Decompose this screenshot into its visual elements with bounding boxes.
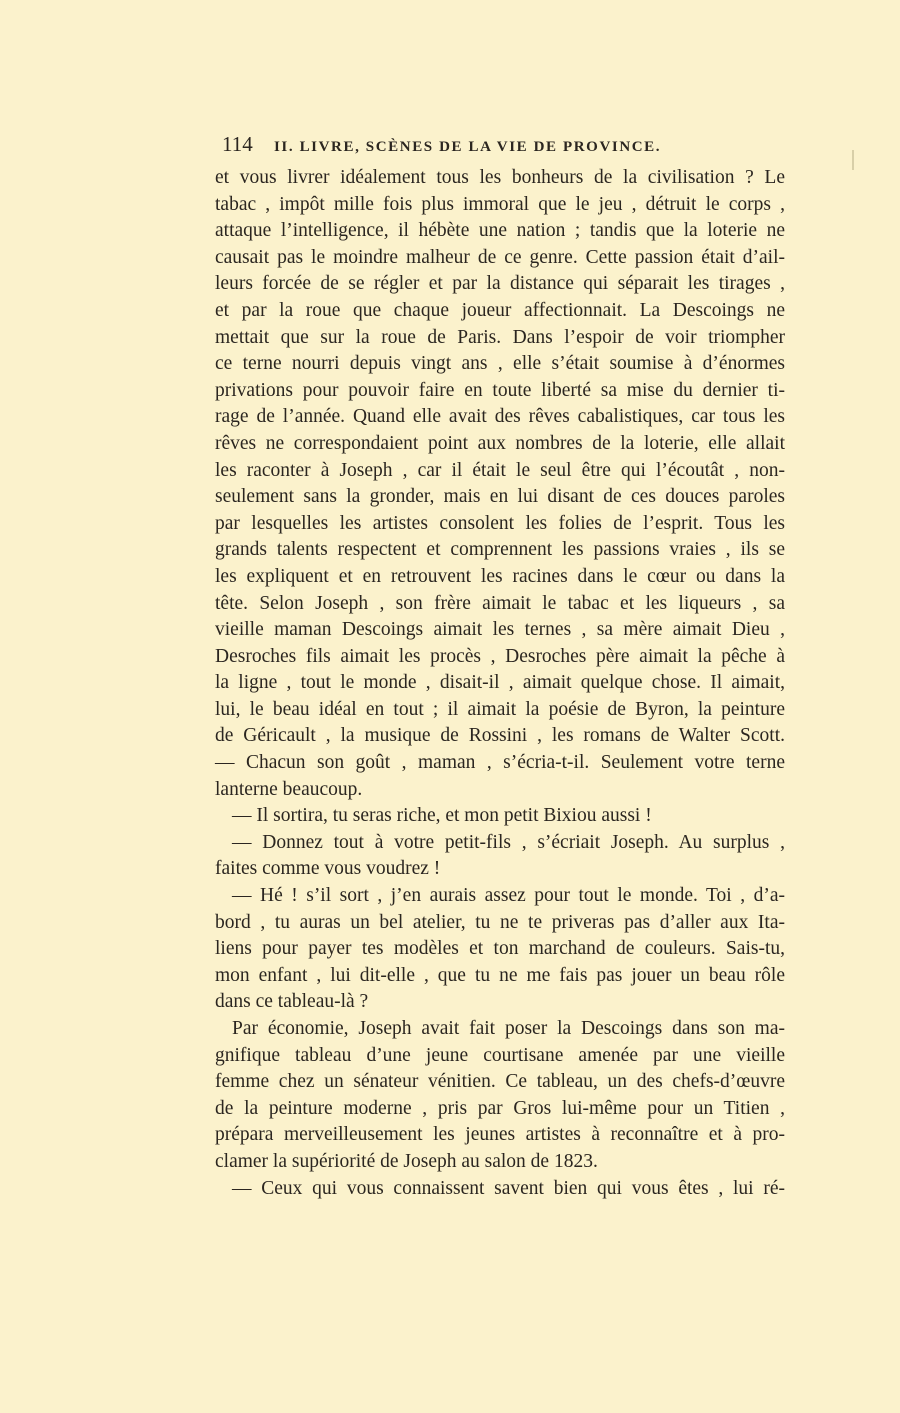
body-text <box>215 165 785 1202</box>
text-line: et par la roue que chaque joueur affectionnait. La Descoings ne <box>215 299 785 321</box>
text-line: grands talents respectent et comprennent les passions vraies , ils se <box>215 539 785 561</box>
text-line: la ligne , tout le monde , disait-il , aimait quelque chose. Il aimait, <box>215 672 785 694</box>
running-header <box>222 132 722 158</box>
text-line: de la peinture moderne , pris par Gros lui-même pour un Titien , <box>215 1097 785 1119</box>
text-line: et vous livrer idéalement tous les bonheurs de la civilisation ? Le <box>215 167 785 188</box>
text-line: liens pour payer tes modèles et ton marchand de couleurs. Sais-tu, <box>215 938 785 960</box>
text-line: Desroches fils aimait les procès , Desroches père aimait la pêche à <box>215 645 785 667</box>
text-line: causait pas le moindre malheur de ce genre. Cette passion était d’ail- <box>215 246 785 268</box>
text-line: vieille maman Descoings aimait les ternes , sa mère aimait Dieu , <box>215 619 785 641</box>
page-number: 114 <box>222 132 253 156</box>
text-line: — Hé ! s’il sort , j’en aurais assez pour tout le monde. Toi , d’a- <box>232 885 785 907</box>
text-line: — Ceux qui vous connaissent savent bien qui vous êtes , lui ré- <box>232 1177 785 1199</box>
text-line: mon enfant , lui dit-elle , que tu ne me fais pas jouer un beau rôle <box>215 964 785 986</box>
text-line: bord , tu auras un bel atelier, tu ne te priveras pas d’aller aux Ita- <box>215 911 785 933</box>
text-line: clamer la supériorité de Joseph au salon de 1823. <box>215 1150 598 1172</box>
text-line: Par économie, Joseph avait fait poser la Descoings dans son ma- <box>232 1018 785 1039</box>
text-line: les expliquent et en retrouvent les racines dans le cœur ou dans la <box>215 565 785 587</box>
text-line: tabac , impôt mille fois plus immoral que le jeu , détruit le corps , <box>215 193 785 215</box>
text-line: par lesquelles les artistes consolent les folies de l’esprit. Tous les <box>215 512 785 534</box>
text-line: rêves ne correspondaient point aux nombres de la loterie, elle allait <box>215 432 785 454</box>
text-line: — Donnez tout à votre petit-fils , s’écriait Joseph. Au surplus , <box>232 831 785 853</box>
text-line: — Chacun son goût , maman , s’écria-t-il. Seulement votre terne <box>215 752 785 774</box>
text-line: tête. Selon Joseph , son frère aimait le tabac et les liqueurs , sa <box>215 592 785 614</box>
text-line: ce terne nourri depuis vingt ans , elle s’était soumise à d’énormes <box>215 353 785 375</box>
text-line: leurs forcée de se régler et par la distance qui séparait les tirages , <box>215 273 785 295</box>
text-line: femme chez un sénateur vénitien. Ce tableau, un des chefs-d’œuvre <box>215 1071 785 1093</box>
text-line: — Il sortira, tu seras riche, et mon petit Bixiou aussi ! <box>232 805 652 827</box>
text-line: les raconter à Joseph , car il était le seul être qui l’écoutât , non- <box>215 459 785 481</box>
text-line: attaque l’intelligence, il hébète une nation ; tandis que la loterie ne <box>215 220 785 242</box>
text-line: faites comme vous voudrez ! <box>215 858 441 880</box>
text-line: gnifique tableau d’une jeune courtisane amenée par une vieille <box>215 1044 785 1066</box>
text-line: lanterne beaucoup. <box>215 778 363 800</box>
text-line: dans ce tableau-là ? <box>215 991 369 1013</box>
text-line: mettait que sur la roue de Paris. Dans l’espoir de voir triompher <box>215 326 785 348</box>
running-title: II. LIVRE, SCÈNES DE LA VIE DE PROVINCE. <box>274 139 662 155</box>
text-line: rage de l’année. Quand elle avait des rêves cabalistiques, car tous les <box>215 406 785 428</box>
scan-mark <box>852 150 854 170</box>
text-line: prépara merveilleusement les jeunes artistes à reconnaître et à pro- <box>215 1124 785 1146</box>
text-line: seulement sans la gronder, mais en lui disant de ces douces paroles <box>215 486 785 508</box>
text-line: privations pour pouvoir faire en toute liberté sa mise du dernier ti- <box>215 379 785 401</box>
text-line: de Géricault , la musique de Rossini , les romans de Walter Scott. <box>215 725 785 747</box>
text-line: lui, le beau idéal en tout ; il aimait la poésie de Byron, la peinture <box>215 698 785 720</box>
